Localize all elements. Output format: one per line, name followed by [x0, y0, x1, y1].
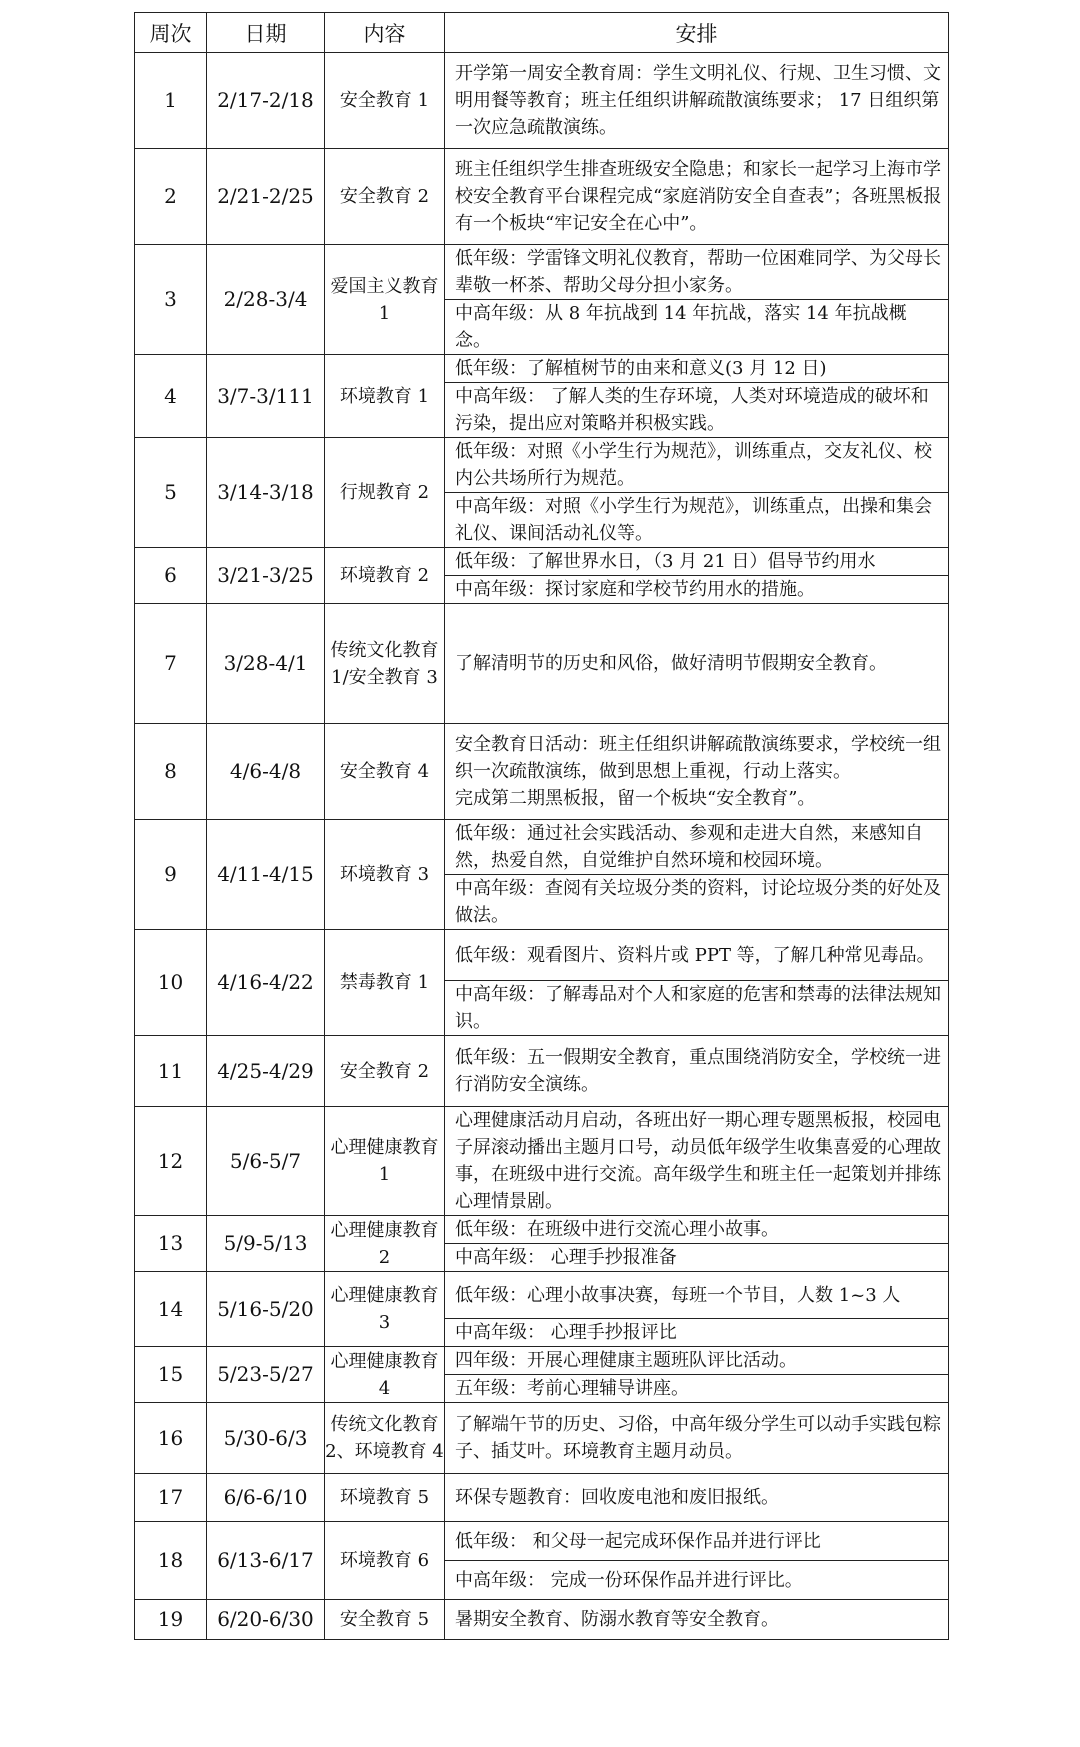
header-date: 日期 [207, 13, 325, 53]
date-cell: 3/7-3/111 [207, 355, 325, 438]
arrangement-cell: 低年级：学雷锋文明礼仪教育，帮助一位困难同学、为父母长辈敬一杯茶、帮助父母分担小家务。 [445, 245, 949, 300]
table-row [135, 1107, 949, 1216]
date-cell: 5/16-5/20 [207, 1272, 325, 1347]
table-row [135, 820, 949, 875]
week-cell: 7 [135, 604, 207, 724]
topic-cell: 心理健康教育 2 [325, 1216, 445, 1272]
week-cell: 1 [135, 53, 207, 149]
arrangement-cell: 低年级：对照《小学生行为规范》，训练重点，交友礼仪、校内公共场所行为规范。 [445, 438, 949, 493]
topic-cell: 安全教育 4 [325, 724, 445, 820]
week-cell: 10 [135, 930, 207, 1036]
topic-cell: 心理健康教育 3 [325, 1272, 445, 1347]
arrangement-cell: 中高年级：探讨家庭和学校节约用水的措施。 [445, 576, 949, 604]
topic-cell: 环境教育 6 [325, 1522, 445, 1600]
topic-cell: 传统文化教育 1/安全教育 3 [325, 604, 445, 724]
week-cell: 18 [135, 1522, 207, 1600]
topic-cell: 爱国主义教育 1 [325, 245, 445, 355]
topic-cell: 心理健康教育 4 [325, 1347, 445, 1403]
table-row [135, 1036, 949, 1107]
arrangement-cell: 中高年级：对照《小学生行为规范》，训练重点，出操和集会礼仪、课间活动礼仪等。 [445, 493, 949, 548]
date-cell: 6/13-6/17 [207, 1522, 325, 1600]
week-cell: 19 [135, 1600, 207, 1640]
topic-cell: 环境教育 1 [325, 355, 445, 438]
table-row [135, 1216, 949, 1244]
topic-cell: 安全教育 2 [325, 1036, 445, 1107]
header-arrangement: 安排 [445, 13, 949, 53]
date-cell: 4/6-4/8 [207, 724, 325, 820]
topic-cell: 心理健康教育 1 [325, 1107, 445, 1216]
header-week: 周次 [135, 13, 207, 53]
week-cell: 4 [135, 355, 207, 438]
arrangement-cell: 中高年级：了解毒品对个人和家庭的危害和禁毒的法律法规知识。 [445, 981, 949, 1036]
date-cell: 4/11-4/15 [207, 820, 325, 930]
topic-cell: 环境教育 5 [325, 1474, 445, 1522]
arrangement-cell: 环保专题教育：回收废电池和废旧报纸。 [445, 1474, 949, 1522]
arrangement-cell: 低年级：心理小故事决赛，每班一个节目，人数 1~3 人 [445, 1272, 949, 1319]
week-cell: 3 [135, 245, 207, 355]
arrangement-cell: 中高年级：从 8 年抗战到 14 年抗战，落实 14 年抗战概念。 [445, 300, 949, 355]
arrangement-cell: 了解端午节的历史、习俗，中高年级分学生可以动手实践包粽子、插艾叶。环境教育主题月动员。 [445, 1403, 949, 1474]
topic-cell: 禁毒教育 1 [325, 930, 445, 1036]
topic-cell: 环境教育 2 [325, 548, 445, 604]
arrangement-cell: 了解清明节的历史和风俗，做好清明节假期安全教育。 [445, 604, 949, 724]
week-cell: 11 [135, 1036, 207, 1107]
schedule-table [134, 12, 949, 1640]
arrangement-cell: 中高年级： 心理手抄报准备 [445, 1244, 949, 1272]
table-row [135, 930, 949, 981]
arrangement-cell: 安全教育日活动：班主任组织讲解疏散演练要求，学校统一组织一次疏散演练，做到思想上重视，行动上落实。 完成第二期黑板报，留一个板块“安全教育”。 [445, 724, 949, 820]
arrangement-cell: 低年级： 和父母一起完成环保作品并进行评比 [445, 1522, 949, 1561]
date-cell: 5/23-5/27 [207, 1347, 325, 1403]
schedule-body [135, 53, 949, 1640]
date-cell: 3/28-4/1 [207, 604, 325, 724]
date-cell: 3/14-3/18 [207, 438, 325, 548]
topic-cell: 安全教育 5 [325, 1600, 445, 1640]
date-cell: 6/20-6/30 [207, 1600, 325, 1640]
table-row [135, 355, 949, 383]
week-cell: 16 [135, 1403, 207, 1474]
table-row [135, 438, 949, 493]
date-cell: 4/25-4/29 [207, 1036, 325, 1107]
table-row [135, 1403, 949, 1474]
arrangement-cell: 低年级：在班级中进行交流心理小故事。 [445, 1216, 949, 1244]
arrangement-cell: 五年级：考前心理辅导讲座。 [445, 1375, 949, 1403]
date-cell: 2/21-2/25 [207, 149, 325, 245]
table-row [135, 1347, 949, 1375]
arrangement-cell: 低年级：通过社会实践活动、参观和走进大自然，来感知自然，热爱自然，自觉维护自然环境和校园环境。 [445, 820, 949, 875]
table-row [135, 1522, 949, 1561]
week-cell: 6 [135, 548, 207, 604]
arrangement-cell: 低年级：了解植树节的由来和意义(3 月 12 日) [445, 355, 949, 383]
table-row [135, 1272, 949, 1319]
arrangement-cell: 中高年级： 了解人类的生存环境，人类对环境造成的破坏和污染，提出应对策略并积极实践。 [445, 383, 949, 438]
arrangement-cell: 中高年级： 心理手抄报评比 [445, 1319, 949, 1347]
date-cell: 4/16-4/22 [207, 930, 325, 1036]
arrangement-cell: 中高年级：查阅有关垃圾分类的资料，讨论垃圾分类的好处及做法。 [445, 875, 949, 930]
arrangement-cell: 中高年级： 完成一份环保作品并进行评比。 [445, 1561, 949, 1600]
week-cell: 9 [135, 820, 207, 930]
arrangement-cell: 低年级：五一假期安全教育，重点围绕消防安全，学校统一进行消防安全演练。 [445, 1036, 949, 1107]
week-cell: 17 [135, 1474, 207, 1522]
week-cell: 2 [135, 149, 207, 245]
date-cell: 6/6-6/10 [207, 1474, 325, 1522]
arrangement-cell: 开学第一周安全教育周：学生文明礼仪、行规、卫生习惯、文明用餐等教育；班主任组织讲解疏散演练要求； 17 日组织第一次应急疏散演练。 [445, 53, 949, 149]
arrangement-cell: 暑期安全教育、防溺水教育等安全教育。 [445, 1600, 949, 1640]
date-cell: 3/21-3/25 [207, 548, 325, 604]
table-row [135, 604, 949, 724]
arrangement-cell: 低年级：观看图片、资料片或 PPT 等，了解几种常见毒品。 [445, 930, 949, 981]
arrangement-cell: 心理健康活动月启动，各班出好一期心理专题黑板报，校园电子屏滚动播出主题月口号，动员低年级学生收集喜爱的心理故事，在班级中进行交流。高年级学生和班主任一起策划并排练心理情景剧。 [445, 1107, 949, 1216]
week-cell: 12 [135, 1107, 207, 1216]
topic-cell: 安全教育 2 [325, 149, 445, 245]
arrangement-cell: 班主任组织学生排查班级安全隐患；和家长一起学习上海市学校安全教育平台课程完成“家庭消防安全自查表”；各班黑板报有一个板块“牢记安全在心中”。 [445, 149, 949, 245]
week-cell: 5 [135, 438, 207, 548]
week-cell: 15 [135, 1347, 207, 1403]
table-row [135, 724, 949, 820]
date-cell: 2/17-2/18 [207, 53, 325, 149]
topic-cell: 传统文化教育 2、环境教育 4 [325, 1403, 445, 1474]
date-cell: 2/28-3/4 [207, 245, 325, 355]
topic-cell: 环境教育 3 [325, 820, 445, 930]
table-row [135, 1600, 949, 1640]
table-row [135, 245, 949, 300]
arrangement-cell: 低年级：了解世界水日，（3 月 21 日）倡导节约用水 [445, 548, 949, 576]
date-cell: 5/6-5/7 [207, 1107, 325, 1216]
date-cell: 5/30-6/3 [207, 1403, 325, 1474]
table-row [135, 53, 949, 149]
week-cell: 13 [135, 1216, 207, 1272]
table-row [135, 548, 949, 576]
date-cell: 5/9-5/13 [207, 1216, 325, 1272]
arrangement-cell: 四年级：开展心理健康主题班队评比活动。 [445, 1347, 949, 1375]
week-cell: 14 [135, 1272, 207, 1347]
header-topic: 内容 [325, 13, 445, 53]
table-row [135, 149, 949, 245]
topic-cell: 安全教育 1 [325, 53, 445, 149]
week-cell: 8 [135, 724, 207, 820]
header-row [135, 13, 949, 53]
topic-cell: 行规教育 2 [325, 438, 445, 548]
table-row [135, 1474, 949, 1522]
